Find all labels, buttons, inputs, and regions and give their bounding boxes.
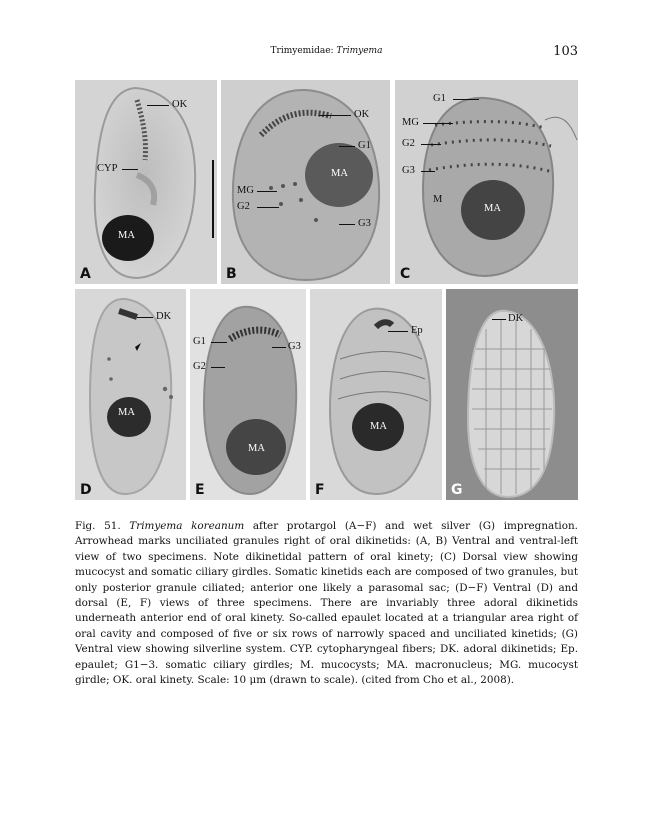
figure-panel-b <box>221 80 390 284</box>
label-ma: MA <box>118 230 135 241</box>
label-m: M <box>433 194 443 205</box>
figure-panel-f <box>310 289 442 500</box>
panel-letter-a: A <box>80 266 91 282</box>
label-ok: OK <box>172 99 188 110</box>
label-g2: G2 <box>237 201 250 212</box>
panel-f-micrograph <box>310 289 442 500</box>
panel-letter-d: D <box>80 482 92 498</box>
label-mg: MG <box>402 117 419 128</box>
label-g1: G1 <box>193 336 206 347</box>
page-number: 103 <box>553 44 578 59</box>
figure-panel-e <box>190 289 306 500</box>
label-dk: DK <box>156 311 172 322</box>
figure-panel-a <box>75 80 217 284</box>
label-g1: G1 <box>433 93 446 104</box>
label-ma: MA <box>370 421 387 432</box>
species-name: Trimyema koreanum <box>129 520 245 532</box>
panel-letter-f: F <box>315 482 325 498</box>
label-ma: MA <box>248 443 265 454</box>
running-title: Trimyemidae: Trimyema <box>270 46 383 56</box>
panel-letter-b: B <box>226 266 237 282</box>
label-ma: MA <box>331 168 348 179</box>
label-g3: G3 <box>288 341 301 352</box>
caption-text: after protargol (A−F) and wet silver (G) impregnation. Arrowhead marks unciliated granules right of oral dikinetids: (A, B) Ventral and ventral-left view of two specimens. Note dikinetidal pattern of oral kinety; (C) Dorsal view showing mucocyst and somatic ciliary girdles. Somatic kinetids each are composed of two granules, but only posterior granule ciliated; anterior one likely a parasomal sac; (D−F) Ventral (D) and dorsal (E, F) views of three specimens. There are invariably three adoral dikinetids underneath anterior end of oral kinety. So-called epaulet located at a triangular area right of oral cavity and composed of five or six rows of narrowly spaced and unciliated kinetids; (G) Ventral view showing silverline system. CYP. cytopharyngeal fibers; DK. adoral dikinetids; Ep. epaulet; G1−3. somatic ciliary girdles; M. mucocysts; MA. macronucleus; MG. mucocyst girdle; OK. oral kinety. Scale: 10 μm (drawn to scale). (cited from Cho et al., 2008). <box>75 520 578 687</box>
figure-panel-d <box>75 289 186 500</box>
figure-panel-g <box>446 289 578 500</box>
label-g3: G3 <box>402 165 415 176</box>
label-g1: G1 <box>358 140 371 151</box>
label-dk: DK <box>508 313 524 324</box>
label-g2: G2 <box>402 138 415 149</box>
figure-panel-c <box>395 80 578 284</box>
label-ma: MA <box>484 203 501 214</box>
panel-letter-g: G <box>451 482 463 498</box>
page-header <box>75 44 578 62</box>
label-g3: G3 <box>358 218 371 229</box>
panel-letter-c: C <box>400 266 411 282</box>
figure-caption <box>75 519 578 688</box>
label-ok: OK <box>354 109 370 120</box>
panel-e-micrograph <box>190 289 306 500</box>
label-ma: MA <box>118 407 135 418</box>
label-cyp: CYP <box>97 163 118 174</box>
panel-c-micrograph <box>395 80 578 284</box>
label-ep: Ep <box>411 325 423 336</box>
label-g2: G2 <box>193 361 206 372</box>
panel-a-micrograph <box>75 80 217 284</box>
label-mg: MG <box>237 185 254 196</box>
figure-label: Fig. 51. <box>75 520 121 532</box>
panel-letter-e: E <box>195 482 205 498</box>
